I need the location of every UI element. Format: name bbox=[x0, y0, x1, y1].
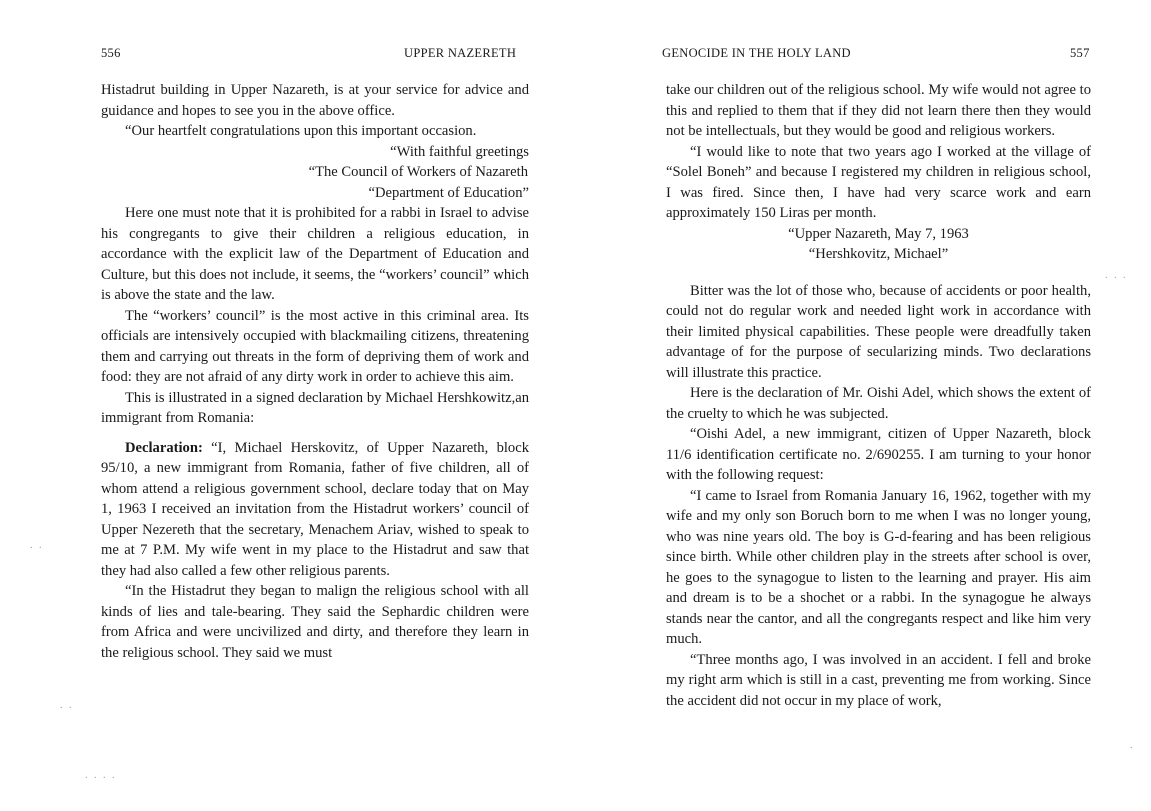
paragraph: “Three months ago, I was involved in an accident. I fell and broke my right arm which is still in a cast, preventing me from working. Since the accident did not occur in my place of work, bbox=[666, 651, 1091, 709]
right-page-text bbox=[666, 80, 1091, 711]
left-page bbox=[0, 0, 575, 811]
right-page bbox=[575, 0, 1151, 811]
left-page-number: 556 bbox=[101, 46, 121, 60]
scan-speck: . bbox=[1130, 740, 1135, 751]
paragraph: “Our heartfelt congratulations upon this important occasion. bbox=[125, 123, 477, 139]
paragraph: “Oishi Adel, a new immigrant, citizen of Upper Nazareth, block 11/6 identification certificate no. 2/690255. I am turning to your honor with the following request: bbox=[666, 426, 1091, 483]
paragraph: Here is the declaration of Mr. Oishi Adel, which shows the extent of the cruelty to which he was subjected. bbox=[666, 385, 1091, 422]
paragraph: “I would like to note that two years ago I worked at the village of “Solel Boneh” and because I registered my children in religious school, I was fired. Since then, I have had very scarce work and earn approximately 150 Liras per month. bbox=[666, 143, 1091, 221]
paragraph: Histadrut building in Upper Nazareth, is at your service for advice and guidance and hopes to see you in the above office. bbox=[101, 82, 529, 119]
paragraph: “In the Histadrut they began to malign the religious school with all kinds of lies and tale-bearing. They said the Sephardic children were from Africa and were uncivilized and dirty, and therefore they learn in the religious school. They said we must bbox=[101, 583, 529, 661]
scan-speck: . . bbox=[60, 700, 74, 711]
paragraph: take our children out of the religious school. My wife would not agree to this and replied to them that if they did not learn there then they would not be intellectuals, but they would be good and religious workers. bbox=[666, 82, 1091, 139]
scan-speck: . . . . bbox=[85, 770, 117, 781]
signature-date: “Upper Nazareth, May 7, 1963 bbox=[788, 225, 969, 242]
declaration-label: Declaration: bbox=[125, 439, 203, 456]
paragraph: This is illustrated in a signed declaration by Michael Hershkowitz,an immigrant from Romania: bbox=[101, 389, 529, 426]
scan-speck: . . bbox=[30, 540, 44, 551]
declaration-paragraph bbox=[101, 438, 529, 582]
paragraph: “I came to Israel from Romania January 16, 1962, together with my wife and my only son Boruch born to me when I was no longer young, who was nine years old. The boy is G-d-fearing and has been religious since birth. While other children play in the streets after school is over, he goes to the synagogue to listen to the learning and prayer. His aim and dream is to be a shochet or a rabbi. In the synagogue he always stands near the cantor, and all the congregants respect and like him very much. bbox=[666, 487, 1091, 647]
right-running-head: GENOCIDE IN THE HOLY LAND bbox=[662, 46, 851, 60]
closing-greeting: “With faithful greetings bbox=[390, 143, 529, 160]
closing-signatory: “The Council of Workers of Nazareth bbox=[308, 164, 528, 180]
left-running-head: UPPER NAZERETH bbox=[404, 46, 517, 60]
closing-department: “Department of Education” bbox=[368, 184, 529, 201]
signature-name: “Hershkovitz, Michael” bbox=[808, 246, 949, 262]
left-page-text bbox=[101, 80, 529, 663]
paragraph: Bitter was the lot of those who, because of accidents or poor health, could not do regular work and needed light work in accordance with their limited physical capabilities. These people were dreadfully taken advantage of for the purpose of secularizing minds. Two declarations will illustrate this practice. bbox=[666, 282, 1091, 381]
right-page-number: 557 bbox=[1070, 46, 1090, 60]
paragraph: Here one must note that it is prohibited for a rabbi in Israel to advise his congregants to give their children a religious education, in accordance with the explicit law of the Department of Education and Culture, but this does not include, it seems, the “workers’ council” which is above the state and the law. bbox=[101, 205, 529, 303]
declaration-text: “I, Michael Herskovitz, of Upper Nazareth, block 95/10, a new immigrant from Romania, father of five children, all of whom attend a religious government school, declare today that on May 1, 1963 I received an invitation from the Histadrut workers’ council of Upper Nezereth that the secretary, Menachem Ariav, wished to speak to me at 7 P.M. My wife went in my place to the Histadrut and saw that they had also called a few other religious parents. bbox=[101, 439, 529, 579]
scan-speck: . . . bbox=[1105, 270, 1128, 281]
paragraph: The “workers’ council” is the most active in this criminal area. Its officials are intensively occupied with blackmailing citizens, threatening them and carrying out threats in the form of depriving them of work and food: they are not afraid of any dirty work in order to achieve this aim. bbox=[101, 307, 529, 385]
